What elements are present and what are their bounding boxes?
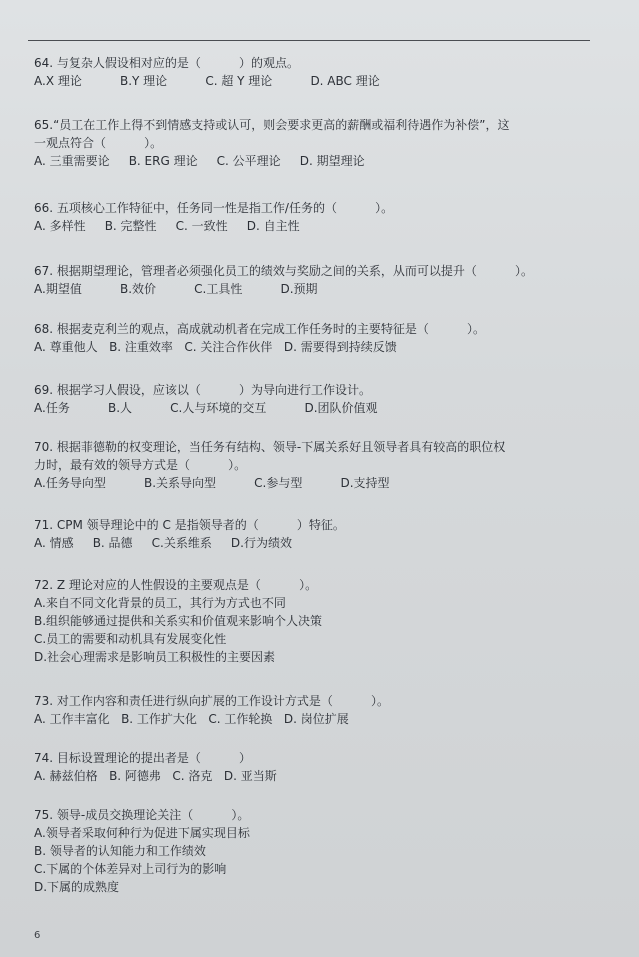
- question-70: [34, 438, 594, 492]
- question-options: A. 多样性 B. 完整性 C. 一致性 D. 自主性: [34, 219, 300, 233]
- question-71: [34, 516, 594, 552]
- question-72: [34, 576, 594, 666]
- question-options: A. 尊重他人 B. 注重效率 C. 关注合作伙伴 D. 需要得到持续反馈: [34, 340, 397, 354]
- option-a: A.领导者采取何种行为促进下属实现目标: [34, 826, 250, 840]
- question-stem: 72. Z 理论对应的人性假设的主要观点是（ ）。: [34, 578, 318, 592]
- question-stem: 70. 根据菲德勒的权变理论，当任务有结构、领导-下属关系好且领导者具有较高的职位权: [34, 440, 506, 454]
- question-65: [34, 116, 594, 170]
- option-b: B.组织能够通过提供和关系实和价值观来影响个人决策: [34, 614, 323, 628]
- question-options: A. 工作丰富化 B. 工作扩大化 C. 工作轮换 D. 岗位扩展: [34, 712, 349, 726]
- option-a: A.来自不同文化背景的员工，其行为方式也不同: [34, 596, 286, 610]
- option-d: D.下属的成熟度: [34, 880, 120, 894]
- question-stem: 71. CPM 领导理论中的 C 是指领导者的（ ）特征。: [34, 518, 345, 532]
- question-options: A. 情感 B. 品德 C.关系维系 D.行为绩效: [34, 536, 292, 550]
- question-options: A.任务导向型 B.关系导向型 C.参与型 D.支持型: [34, 476, 390, 490]
- question-options: A. 赫兹伯格 B. 阿德弗 C. 洛克 D. 亚当斯: [34, 769, 277, 783]
- option-c: C.下属的个体差异对上司行为的影响: [34, 862, 227, 876]
- question-options: A. 三重需要论 B. ERG 理论 C. 公平理论 D. 期望理论: [34, 154, 365, 168]
- question-options: A.任务 B.人 C.人与环境的交互 D.团队价值观: [34, 401, 378, 415]
- question-stem: 68. 根据麦克利兰的观点，高成就动机者在完成工作任务时的主要特征是（ ）。: [34, 322, 486, 336]
- question-stem: 75. 领导-成员交换理论关注（ ）。: [34, 808, 250, 822]
- question-stem-continued: 一观点符合（ ）。: [34, 136, 163, 150]
- option-c: C.员工的需要和动机具有发展变化性: [34, 632, 227, 646]
- question-75: [34, 806, 594, 896]
- question-stem: 67. 根据期望理论，管理者必须强化员工的绩效与奖励之间的关系，从而可以提升（ ）。: [34, 264, 534, 278]
- header-rule: [28, 40, 590, 41]
- page-number: 6: [34, 930, 41, 941]
- question-stem: 74. 目标设置理论的提出者是（ ）: [34, 751, 252, 765]
- question-stem: 66. 五项核心工作特征中，任务同一性是指工作/任务的（ ）。: [34, 201, 394, 215]
- question-68: [34, 320, 594, 356]
- question-options: A.期望值 B.效价 C.工具性 D.预期: [34, 282, 318, 296]
- question-67: [34, 262, 594, 298]
- option-d: D.社会心理需求是影响员工积极性的主要因素: [34, 650, 276, 664]
- option-b: B. 领导者的认知能力和工作绩效: [34, 844, 206, 858]
- question-stem: 65.“员工在工作上得不到情感支持或认可，则会要求更高的薪酬或福利待遇作为补偿”，这: [34, 118, 510, 132]
- question-73: [34, 692, 594, 728]
- question-stem: 73. 对工作内容和责任进行纵向扩展的工作设计方式是（ ）。: [34, 694, 390, 708]
- question-64: [34, 54, 594, 90]
- question-stem: 64. 与复杂人假设相对应的是（ ）的观点。: [34, 56, 300, 70]
- question-options: A.X 理论 B.Y 理论 C. 超 Y 理论 D. ABC 理论: [34, 74, 380, 88]
- question-74: [34, 749, 594, 785]
- question-66: [34, 199, 594, 235]
- question-stem-continued: 力时，最有效的领导方式是（ ）。: [34, 458, 247, 472]
- question-69: [34, 381, 594, 417]
- question-stem: 69. 根据学习人假设，应该以（ ）为导向进行工作设计。: [34, 383, 372, 397]
